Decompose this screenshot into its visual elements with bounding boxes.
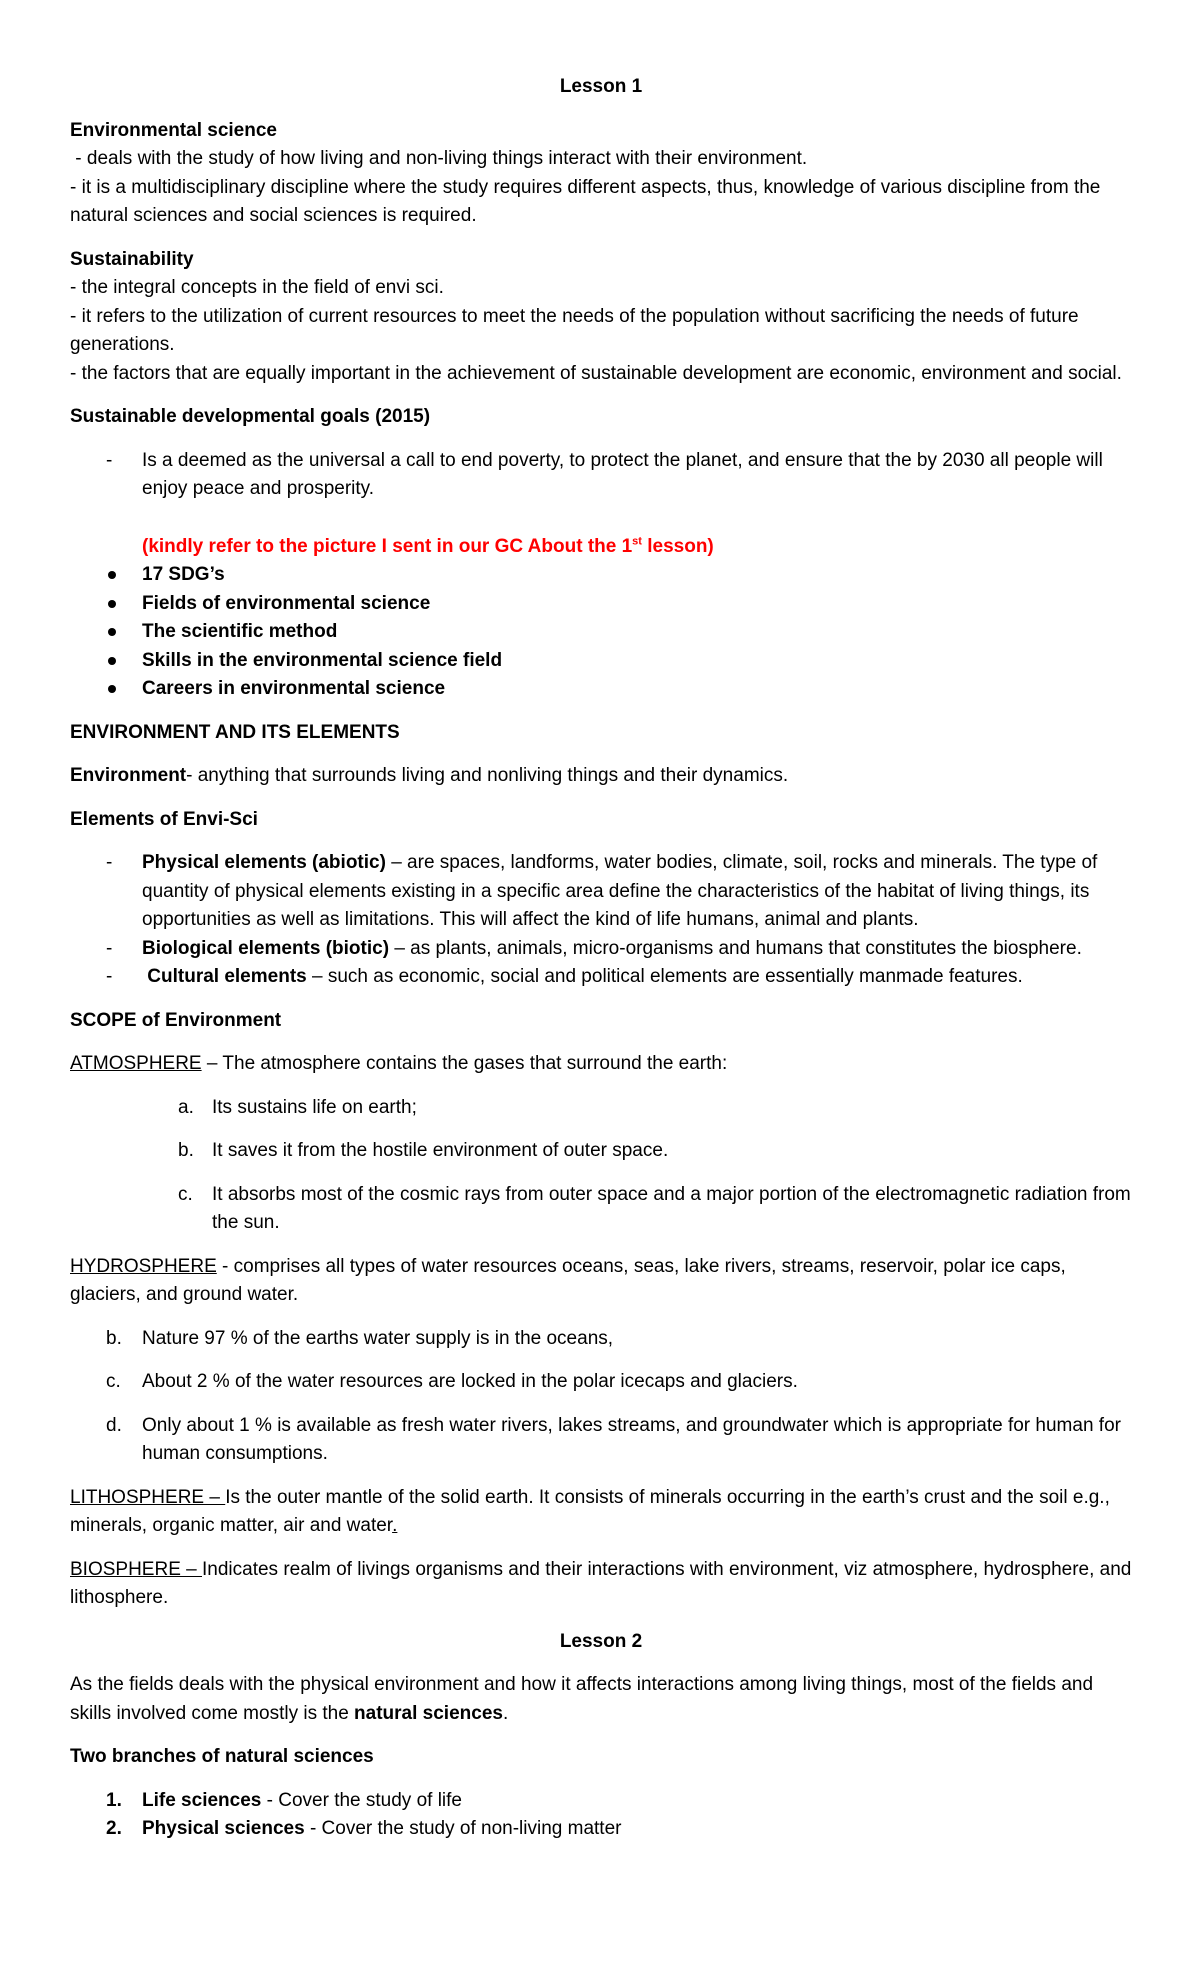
lesson2-intro: As the fields deals with the physical environment and how it affects interactions among living things, most of the fields and skills involved come mostly is the natural sciences.	[70, 1674, 1094, 1724]
sustainability-line-1: - the integral concepts in the field of envi sci.	[70, 277, 444, 298]
lithosphere-definition: LITHOSPHERE – Is the outer mantle of the solid earth. It consists of minerals occurring in the earth’s crust and the soil e.g., minerals, organic matter, air and water.	[70, 1486, 1110, 1536]
hydrosphere-item: b. Nature 97 % of the earths water supply is in the oceans,	[106, 1327, 614, 1349]
bullet-icon	[108, 685, 116, 693]
envsci-line-1: - deals with the study of how living and non-living things interact with their environment.	[70, 148, 808, 169]
sdg-bullet: Fields of environmental science	[70, 590, 1132, 619]
sustainability-line-3: - the factors that are equally important in the achievement of sustainable development are economic, environment and social.	[70, 362, 1122, 384]
bullet-icon	[108, 571, 116, 579]
sdg-heading: Sustainable developmental goals (2015)	[70, 406, 431, 427]
hydrosphere-item: c. About 2 % of the water resources are locked in the polar icecaps and glaciers.	[106, 1371, 798, 1392]
scope-heading: SCOPE of Environment	[70, 1009, 282, 1031]
sdg-bullet: Careers in environmental science	[70, 675, 1132, 704]
bullet-icon	[108, 628, 116, 636]
sdg-item	[70, 447, 1132, 504]
atmosphere-item: b. It saves it from the hostile environment of outer space.	[178, 1140, 669, 1161]
environment-definition: Environment- anything that surrounds living and nonliving things and their dynamics.	[70, 765, 789, 786]
branch-item: 2. Physical sciences - Cover the study of non-living matter	[106, 1818, 622, 1839]
element-item-physical: - Physical elements (abiotic) – are spaces, landforms, water bodies, climate, soil, rocks and minerals. The type of quantity of physical elements existing in a specific area define the characteristics of the habitat of living things, its opportunities as well as limitations. This will affect the kind of life humans, animal and plants.	[106, 852, 1098, 930]
hydrosphere-definition: HYDROSPHERE - comprises all types of water resources oceans, seas, lake rivers, streams, reservoir, polar ice caps, glaciers, and ground water.	[70, 1255, 1066, 1305]
dash-marker: -	[106, 449, 113, 471]
atmosphere-item: a. Its sustains life on earth;	[178, 1096, 417, 1118]
sdg-bullet: The scientific method	[70, 618, 1132, 647]
element-item-biological: - Biological elements (biotic) – as plants, animals, micro-organisms and humans that constitutes the biosphere.	[106, 937, 1082, 959]
sustainability-line-2: - it refers to the utilization of current resources to meet the needs of the population without sacrificing the needs of future generations.	[70, 305, 1079, 355]
hydrosphere-item: d. Only about 1 % is available as fresh water rivers, lakes streams, and groundwater which is appropriate for human for human consumptions.	[106, 1414, 1121, 1464]
biosphere-definition: BIOSPHERE – Indicates realm of livings organisms and their interactions with environment, viz atmosphere, hydrosphere, and lithosphere.	[70, 1558, 1132, 1608]
lesson2-title: Lesson 2	[559, 1630, 643, 1652]
sdg-bullet: 17 SDG’s	[70, 561, 1132, 590]
atmosphere-definition: ATMOSPHERE – The atmosphere contains the gases that surround the earth:	[70, 1053, 728, 1074]
sdg-item-text: Is a deemed as the universal a call to end poverty, to protect the planet, and ensure that the by 2030 all people will enjoy peace and prosperity.	[142, 449, 1103, 499]
branch-item: 1. Life sciences - Cover the study of life	[106, 1789, 462, 1811]
sdg-bullet: Skills in the environmental science field	[70, 647, 1132, 676]
element-item-cultural: - Cultural elements – such as economic, social and political elements are essentially manmade features.	[106, 966, 1023, 987]
envsci-line-2: - it is a multidisciplinary discipline where the study requires different aspects, thus, knowledge of various discipline from the natural sciences and social sciences is required.	[70, 176, 1101, 226]
lesson1-title: Lesson 1	[559, 76, 643, 97]
bullet-icon	[108, 657, 116, 665]
environment-heading: ENVIRONMENT AND ITS ELEMENTS	[70, 721, 400, 743]
sdg-note: (kindly refer to the picture I sent in our GC About the 1st lesson)	[142, 535, 714, 557]
branches-heading: Two branches of natural sciences	[70, 1746, 374, 1767]
elements-heading: Elements of Envi-Sci	[70, 808, 258, 830]
sustainability-heading: Sustainability	[70, 248, 194, 270]
envsci-heading: Environmental science	[70, 119, 277, 141]
document-body	[70, 70, 1132, 1844]
bullet-icon	[108, 600, 116, 608]
atmosphere-item: c. It absorbs most of the cosmic rays from outer space and a major portion of the electromagnetic radiation from the sun.	[178, 1183, 1131, 1233]
